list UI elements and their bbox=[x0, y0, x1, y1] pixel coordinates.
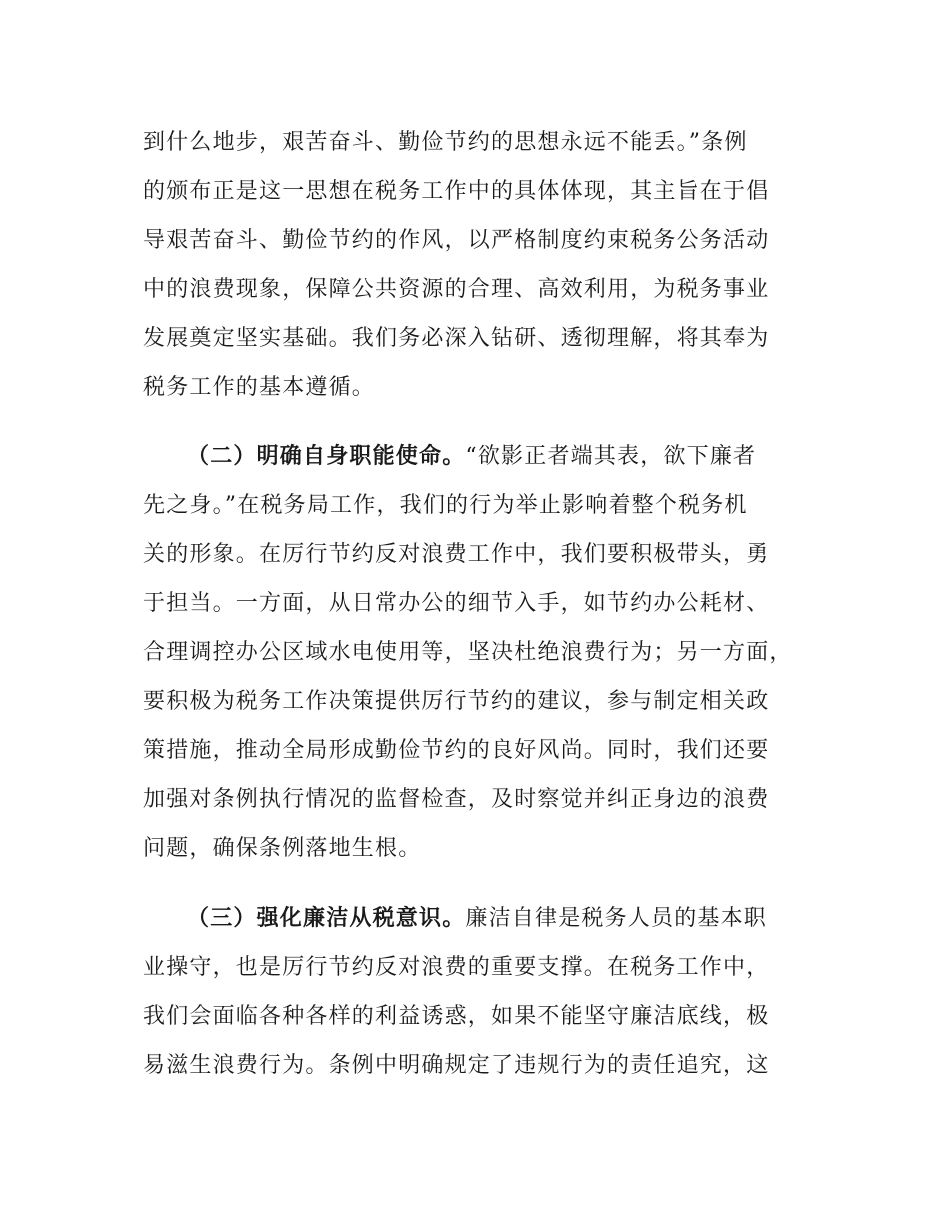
text-span: “欲影正者端其表，欲下廉者 bbox=[465, 444, 757, 469]
text-line: 易滋生浪费行为。条例中明确规定了违规行为的责任追究，这 bbox=[143, 1053, 770, 1078]
text-line: 加强对条例执行情况的监督检查，及时察觉并纠正身边的浪费 bbox=[143, 787, 770, 812]
text-line: 我们会面临各种各样的利益诱惑，如果不能坚守廉洁底线，极 bbox=[143, 1004, 770, 1029]
text-line: 中的浪费现象，保障公共资源的合理、高效利用，为税务事业 bbox=[143, 277, 770, 302]
text-line: 于担当。一方面，从日常办公的细节入手，如节约办公耗材、 bbox=[143, 591, 770, 616]
text-line bbox=[187, 442, 756, 472]
text-line: 到什么地步，艰苦奋斗、勤俭节约的思想永远不能丢。”条例 bbox=[143, 130, 748, 155]
text-line: 问题，确保条例落地生根。 bbox=[143, 836, 422, 861]
section-heading: （二）明确自身职能使命。 bbox=[187, 444, 466, 469]
text-span: 廉洁自律是税务人员的基本职 bbox=[465, 906, 768, 931]
text-line: 税务工作的基本遵循。 bbox=[143, 375, 376, 400]
text-line: 关的形象。在厉行节约反对浪费工作中，我们要积极带头，勇 bbox=[143, 542, 770, 567]
text-line: 导艰苦奋斗、勤俭节约的作风，以严格制度约束税务公务活动 bbox=[143, 228, 770, 253]
text-line: 发展奠定坚实基础。我们务必深入钻研、透彻理解，将其奉为 bbox=[143, 326, 770, 351]
text-line: 合理调控办公区域水电使用等，坚决杜绝浪费行为；另一方面， bbox=[143, 640, 793, 665]
text-line: 要积极为税务工作决策提供厉行节约的建议，参与制定相关政 bbox=[143, 689, 770, 714]
section-heading: （三）强化廉洁从税意识。 bbox=[187, 906, 466, 931]
text-line: 策措施，推动全局形成勤俭节约的良好风尚。同时，我们还要 bbox=[143, 738, 770, 763]
text-line bbox=[187, 904, 767, 934]
text-line: 业操守，也是厉行节约反对浪费的重要支撑。在税务工作中， bbox=[143, 955, 770, 980]
text-line: 先之身。”在税务局工作，我们的行为举止影响着整个税务机 bbox=[143, 493, 748, 518]
text-line: 的颁布正是这一思想在税务工作中的具体体现，其主旨在于倡 bbox=[143, 179, 770, 204]
